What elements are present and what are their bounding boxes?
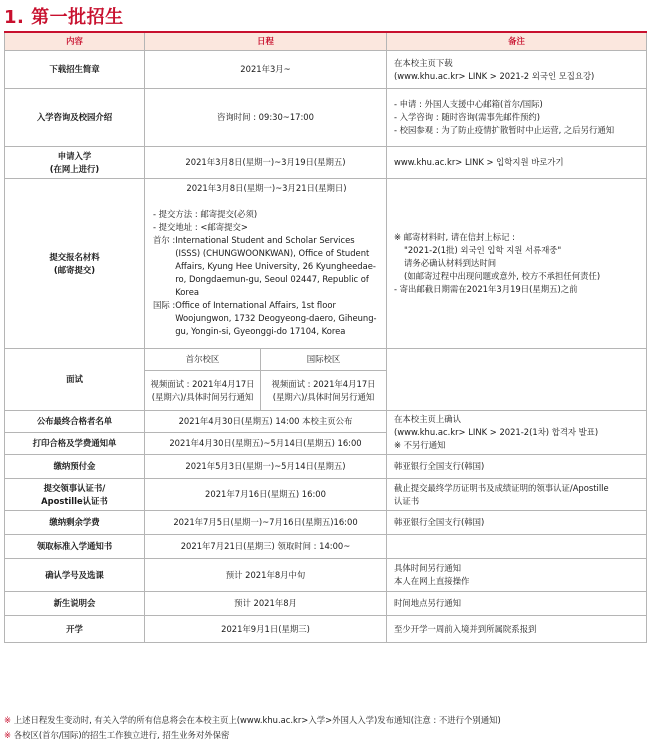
row-schedule: 2021年3月8日(星期一)~3月19日(星期五) [145,147,387,179]
table-row [5,89,647,147]
interview-seoul-detail [145,371,261,411]
remark-line: 本人在网上直接操作 [394,576,470,586]
footnote-mark: ※ [4,730,12,740]
table-row [5,147,647,179]
row-remark: 时间地点另行通知 [387,592,647,616]
footnote-1 [4,714,501,726]
row-schedule: 预计 2021年8月 [145,592,387,616]
remark-line: "2021-2(1批) 외국인 입학 지원 서류재중" [404,245,562,255]
seoul-address-text: International Student and Scholar Services (ISSS) (CHUNGWOONKWAN), Office of Student Affairs, Kyung Hee University, 26 Kyungheedae-ro, Dongdaemun-gu, Seoul 02447, Republic of Korea [175,235,376,297]
table-row [5,511,647,535]
row-schedule: 2021年4月30日(星期五)~5月14日(星期五) 16:00 [145,433,387,455]
global-address [153,299,380,338]
row-label: 开学 [5,616,145,643]
remark-line: - 寄出邮截日期需在2021年3月19日(星期五)之前 [394,284,578,294]
row-remark [387,535,647,559]
table-row [5,592,647,616]
row-remark [387,559,647,592]
row-label: 公布最终合格者名单 [5,411,145,433]
interview-global-detail [261,371,387,411]
row-schedule: 2021年5月3日(星期一)~5月14日(星期五) [145,455,387,479]
row-label [5,147,145,179]
page-title: 1. 第一批招生 [4,7,124,28]
table-header-row [5,32,647,51]
admission-schedule-table [4,31,647,643]
row-schedule: 2021年3月~ [145,51,387,89]
submit-address-label: - 提交地址 : <邮寄提交> [153,222,248,232]
remark-line: 截止提交最终学历证明书及成绩证明的领事认证/Apostille [394,482,609,493]
remark-link[interactable]: (www.khu.ac.kr> LINK > 2021-2 외국인 모집요강) [394,70,595,81]
table-row [5,179,647,349]
row-label: 入学咨询及校园介绍 [5,89,145,147]
remark-line: - 校园参观 : 为了防止疫情扩散暂时中止运营, 之后另行通知 [394,125,615,135]
row-label-line: (邮寄提交) [53,264,96,275]
remark-line: - 入学咨询 : 随时咨询(需事先邮件预约) [394,112,540,122]
row-label-line: (在网上进行) [49,163,100,174]
interview-global-campus: 国际校区 [261,349,387,371]
row-label: 确认学号及选课 [5,559,145,592]
remark-line: 具体时间另行通知 [394,563,461,573]
header-schedule: 日程 [145,32,387,51]
row-schedule: 预计 2021年8月中旬 [145,559,387,592]
footnote-text: 上述日程发生变动时, 有关入学的所有信息将会在本校主页上(www.khu.ac.kr>入学>外国人入学)发布通知(注意 : 不进行个别通知) [13,715,501,725]
row-schedule: 2021年7月5日(星期一)~7月16日(星期五)16:00 [145,511,387,535]
footnote-text: 各校区(首尔/国际)的招生工作独立进行, 招生业务对外保密 [13,730,230,740]
row-remark: 至少开学一周前入境并到所属院系报到 [387,616,647,643]
table-row [5,349,647,371]
table-row [5,455,647,479]
row-remark [387,51,647,89]
table-row [5,616,647,643]
interview-seoul-campus: 首尔校区 [145,349,261,371]
row-remark [387,349,647,411]
remark-link[interactable]: (www.khu.ac.kr> LINK > 2021-2(1차) 합격자 발표) [394,427,599,437]
row-schedule: 2021年4月30日(星期五) 14:00 本校主页公布 [145,411,387,433]
seoul-address-label: 首尔 : [153,235,176,245]
remark-line: 在本校主页上确认 [394,414,461,424]
submit-schedule [145,179,387,349]
seoul-address [153,234,380,299]
row-remark [387,411,647,455]
detail-line: (星期六)/具体时间另行通知 [151,391,254,402]
footnote-mark: ※ [4,715,12,725]
remark-line: 在本校主页下载 [394,57,453,68]
row-remark: 韩亚银行全国支行(韩国) [387,511,647,535]
row-label-line: 申请入学 [57,150,92,161]
apply-link[interactable]: www.khu.ac.kr> LINK > 입학지원 바로가기 [387,147,647,179]
row-label-line: 提交报名材料 [49,251,100,262]
global-address-label: 国际 : [153,300,176,310]
row-label: 打印合格及学费通知单 [5,433,145,455]
row-remark [387,89,647,147]
remark-line: 请务必确认材料到达时间 [404,258,497,268]
detail-line: 视频面试 : 2021年4月17日 [271,378,376,389]
row-remark [387,479,647,511]
row-label [5,179,145,349]
row-label: 缴纳剩余学费 [5,511,145,535]
submit-date: 2021年3月8日(星期一)~3月21日(星期日) [186,183,347,193]
remark-line: 认证书 [394,495,420,506]
row-schedule: 2021年7月16日(星期五) 16:00 [145,479,387,511]
row-label-line: Apostille认证书 [41,495,108,506]
table-row [5,535,647,559]
table-row [5,51,647,89]
footnote-2 [4,729,229,741]
row-schedule: 咨询时间 : 09:30~17:00 [145,89,387,147]
remark-line: (如邮寄过程中出现问题或意外, 校方不承担任何责任) [404,271,601,281]
row-remark [387,179,647,349]
row-label: 下载招生简章 [5,51,145,89]
row-remark: 韩亚银行全国支行(韩国) [387,455,647,479]
row-label [5,479,145,511]
row-schedule: 2021年7月21日(星期三) 领取时间 : 14:00~ [145,535,387,559]
detail-line: (星期六)/具体时间另行通知 [272,391,375,402]
row-label: 面试 [5,349,145,411]
header-content: 内容 [5,32,145,51]
row-label: 缴纳预付金 [5,455,145,479]
row-schedule: 2021年9月1日(星期三) [145,616,387,643]
global-address-text: Office of International Affairs, 1st floor Woojungwon, 1732 Deogyeong-daero, Giheung-gu, Yongin-si, Gyeonggi-do 17104, Korea [175,300,377,336]
header-remarks: 备注 [387,32,647,51]
table-row [5,479,647,511]
remark-line: ※ 不另行通知 [394,440,446,450]
submit-method: - 提交方法 : 邮寄提交(必须) [153,209,258,219]
table-row [5,559,647,592]
table-row [5,411,647,433]
remark-line: - 申请 : 外国人支援中心邮箱(首尔/国际) [394,99,543,109]
row-label-line: 提交领事认证书/ [43,482,106,493]
remark-line: ※ 邮寄材料时, 请在信封上标记 : [394,232,515,242]
detail-line: 视频面试 : 2021年4月17日 [150,378,255,389]
row-label: 新生说明会 [5,592,145,616]
row-label: 领取标准入学通知书 [5,535,145,559]
